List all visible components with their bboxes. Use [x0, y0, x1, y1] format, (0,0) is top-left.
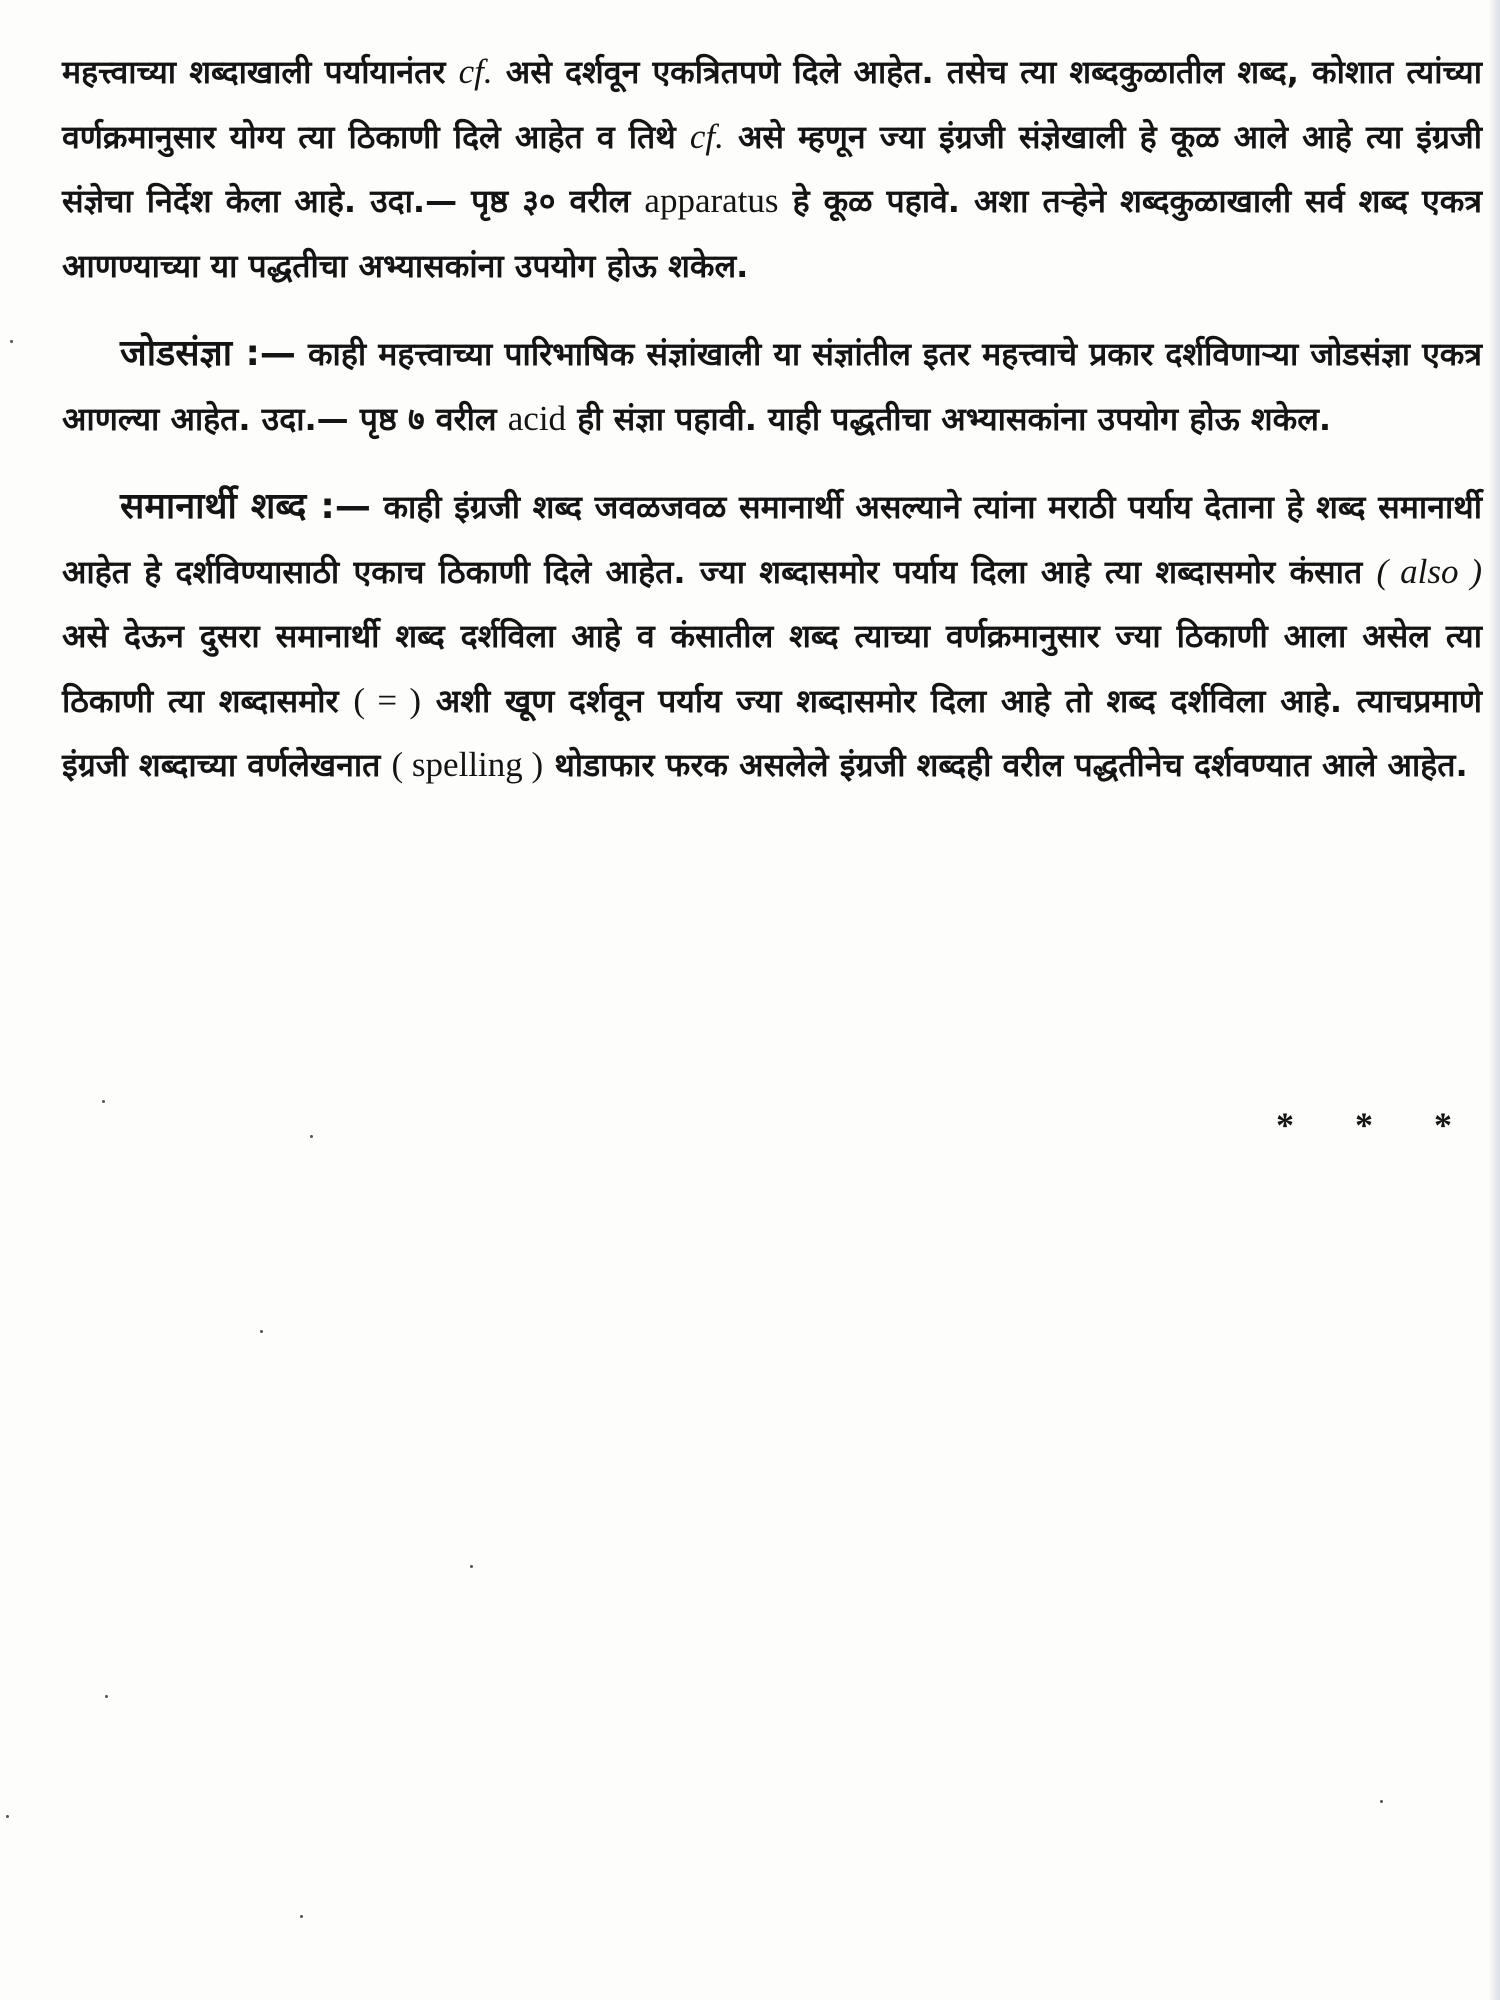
scan-speck: [1380, 1800, 1383, 1803]
cf-abbreviation: cf.: [689, 116, 724, 156]
cf-abbreviation: cf.: [458, 52, 493, 91]
section-heading: जोडसंज्ञा :—: [120, 333, 296, 374]
scan-speck: [300, 1915, 303, 1918]
paragraph-compound-terms: [62, 322, 1482, 451]
paragraph-text: हे कूळ पहावे. अशा तऱ्हेने शब्दकुळाखाली सर्व शब्द एकत्र आणण्याच्या या पद्धतीचा अभ्यासकांना उपयोग होऊ शकेल.: [62, 182, 1482, 285]
section-heading: समानार्थी शब्द :—: [120, 486, 371, 527]
paragraph-text: थोडाफार फरक असलेले इंग्रजी शब्दही वरील पद्धतीनेच दर्शवण्यात आले आहेत.: [543, 746, 1468, 784]
paragraph-text: महत्त्वाच्या शब्दाखाली पर्यायानंतर: [62, 53, 459, 91]
paragraph-text: काही इंग्रजी शब्द जवळजवळ समानार्थी असल्याने त्यांना मराठी पर्याय देताना हे शब्द समानार्थी आहेत हे दर्शविण्यासाठी एकाच ठिकाणी दिले आहेत. ज्या शब्दासमोर पर्याय दिला आहे त्या शब्दासमोर कंसात: [62, 488, 1483, 591]
page-body: [62, 40, 1482, 798]
paragraph-text: असे म्हणून ज्या इंग्रजी संज्ञेखाली हे कूळ आले आहे त्या इंग्रजी संज्ञेचा निर्देश केला आहे. उदा.— पृष्ठ ३० वरील: [62, 117, 1482, 220]
paragraph-text: ही संज्ञा पहावी. याही पद्धतीचा अभ्यासकांना उपयोग होऊ शकेल.: [566, 399, 1332, 438]
scan-speck: [310, 1135, 313, 1138]
example-term-apparatus: apparatus: [644, 181, 779, 220]
scan-speck: [6, 1815, 9, 1818]
also-marker: ( also ): [1376, 551, 1483, 591]
example-term-acid: acid: [507, 398, 567, 438]
spelling-marker: ( spelling ): [391, 745, 544, 784]
paragraph-text: असे देऊन दुसरा समानार्थी शब्द दर्शविला आहे व कंसातील शब्द त्याच्या वर्णक्रमानुसार ज्या ठिकाणी आला असेल त्या ठिकाणी त्या शब्दासमोर: [62, 617, 1482, 720]
equals-marker: ( = ): [353, 680, 422, 720]
paragraph-word-family: [62, 40, 1482, 298]
scan-speck: [260, 1330, 263, 1333]
scan-speck: [105, 1695, 108, 1698]
paragraph-text: अशी खूण दर्शवून पर्याय ज्या शब्दासमोर दिला आहे तो शब्द दर्शविला आहे. त्याचप्रमाणे इंग्रजी शब्दाच्या वर्णलेखनात: [62, 681, 1482, 784]
paragraph-text: असे दर्शवून एकत्रितपणे दिले आहेत. तसेच त्या शब्दकुळातील शब्द, कोशात त्यांच्या वर्णक्रमानुसार योग्य त्या ठिकाणी दिले आहेत व तिथे: [62, 53, 1483, 156]
end-of-section-mark: * * *: [1276, 1105, 1478, 1145]
page-edge-shadow: [1488, 0, 1500, 2000]
scan-speck: [10, 340, 13, 343]
scan-speck: [470, 1565, 473, 1568]
scan-speck: [102, 1100, 105, 1103]
paragraph-text: काही महत्त्वाच्या पारिभाषिक संज्ञांखाली या संज्ञांतील इतर महत्त्वाचे प्रकार दर्शविणाऱ्या जोडसंज्ञा एकत्र आणल्या आहेत. उदा.— पृष्ठ ७ वरील: [62, 335, 1483, 438]
paragraph-synonyms: [62, 475, 1482, 798]
